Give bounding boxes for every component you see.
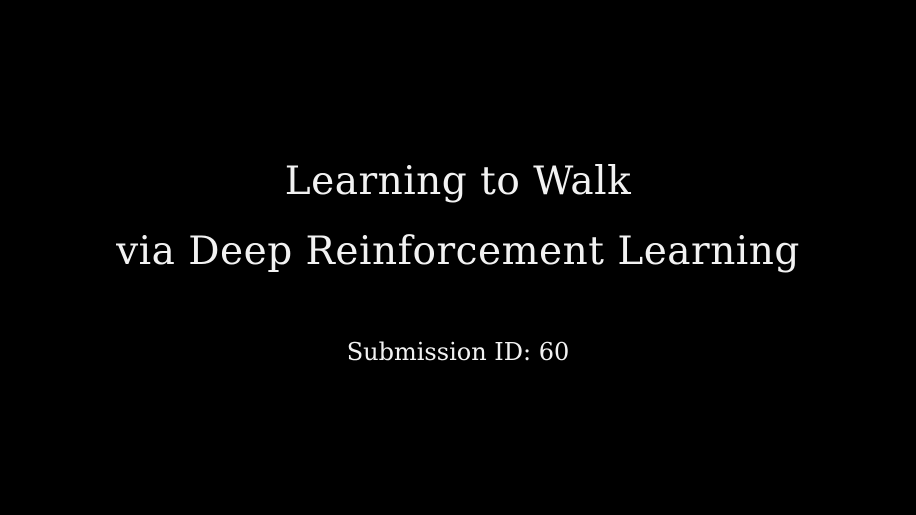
title-line-1: Learning to Walk xyxy=(284,159,632,204)
submission-id: Submission ID: 60 xyxy=(346,338,570,366)
title-line-2: via Deep Reinforcement Learning xyxy=(116,229,800,274)
